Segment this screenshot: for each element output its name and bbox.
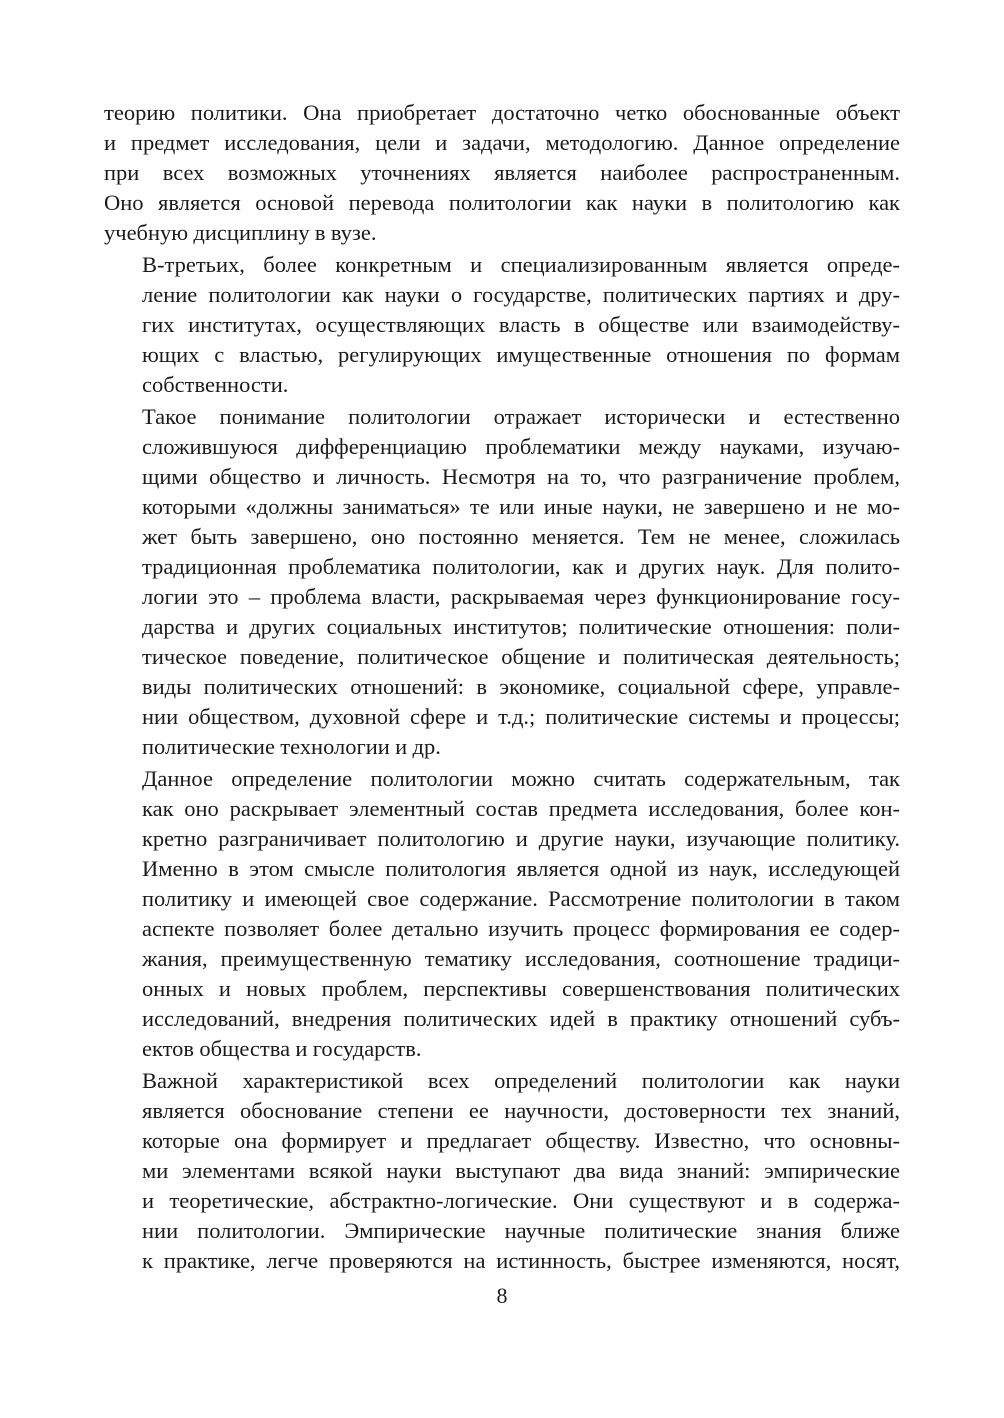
- text-line: логии это – проблема власти, раскрываемая через функционирование госу-: [142, 584, 900, 609]
- text-line: к практике, легче проверяются на истинность, быстрее изменяются, носят,: [142, 1248, 900, 1273]
- text-line: как оно раскрывает элементный состав предмета исследования, более кон-: [142, 796, 900, 821]
- text-line: Важной характеристикой всех определений политологии как науки: [142, 1068, 900, 1093]
- text-line: щими общество и личность. Несмотря на то, что разграничение проблем,: [142, 464, 900, 489]
- text-line: учебную дисциплину в вузе.: [104, 220, 377, 245]
- text-line: исследований, внедрения политических идей в практику отношений субъ-: [142, 1006, 900, 1031]
- text-line: тическое поведение, политическое общение и политическая деятельность;: [142, 644, 900, 669]
- page-number: 8: [496, 1283, 508, 1308]
- text-line: Именно в этом смысле политология является одной из наук, исследующей: [142, 856, 900, 881]
- text-line: Данное определение политологии можно считать содержательным, так: [142, 766, 900, 791]
- text-line: кретно разграничивает политологию и другие науки, изучающие политику.: [142, 826, 900, 851]
- text-line: собственности.: [142, 372, 289, 397]
- text-line: политику и имеющей свое содержание. Рассмотрение политологии в таком: [142, 886, 900, 911]
- page-body: [104, 98, 900, 1276]
- text-line: онных и новых проблем, перспективы совершенствования политических: [142, 976, 900, 1001]
- text-line: аспекте позволяет более детально изучить процесс формирования ее содер-: [142, 916, 900, 941]
- paragraph: [104, 98, 900, 248]
- text-line: Такое понимание политологии отражает исторически и естественно: [142, 404, 900, 429]
- paragraph: [104, 250, 900, 400]
- paragraph: [104, 1066, 900, 1276]
- text-line: дарства и других социальных институтов; политические отношения: поли-: [142, 614, 900, 639]
- text-line: гих институтах, осуществляющих власть в обществе или взаимодейству-: [142, 312, 900, 337]
- text-line: жет быть завершено, оно постоянно меняется. Тем не менее, сложилась: [142, 524, 900, 549]
- text-line: нии политологии. Эмпирические научные политические знания ближе: [142, 1218, 900, 1243]
- text-line: В-третьих, более конкретным и специализированным является опреде-: [142, 252, 900, 277]
- text-line: при всех возможных уточнениях является наиболее распространенным.: [104, 160, 900, 185]
- text-line: виды политических отношений: в экономике, социальной сфере, управле-: [142, 674, 900, 699]
- text-line: и теоретические, абстрактно-логические. Они существуют и в содержа-: [142, 1188, 900, 1213]
- text-line: ление политологии как науки о государстве, политических партиях и дру-: [142, 282, 900, 307]
- text-line: которые она формирует и предлагает обществу. Известно, что основны-: [142, 1128, 900, 1153]
- text-line: которыми «должны заниматься» те или иные науки, не завершено и не мо-: [142, 494, 900, 519]
- text-line: ми элементами всякой науки выступают два вида знаний: эмпирические: [142, 1158, 900, 1183]
- text-line: политические технологии и др.: [142, 734, 441, 759]
- paragraph: [104, 402, 900, 762]
- text-line: и предмет исследования, цели и задачи, методологию. Данное определение: [104, 130, 900, 155]
- text-line: сложившуюся дифференциацию проблематики между науками, изучаю-: [142, 434, 900, 459]
- text-line: жания, преимущественную тематику исследования, соотношение традици-: [142, 946, 900, 971]
- text-line: является обоснование степени ее научности, достоверности тех знаний,: [142, 1098, 900, 1123]
- text-line: Оно является основой перевода политологии как науки в политологию как: [104, 190, 900, 215]
- text-line: нии обществом, духовной сфере и т.д.; политические системы и процессы;: [142, 704, 900, 729]
- text-line: традиционная проблематика политологии, как и других наук. Для полито-: [142, 554, 900, 579]
- text-line: теорию политики. Она приобретает достаточно четко обоснованные объект: [104, 100, 900, 125]
- text-line: ющих с властью, регулирующих имущественные отношения по формам: [142, 342, 900, 367]
- text-line: ектов общества и государств.: [142, 1036, 422, 1061]
- paragraph: [104, 764, 900, 1064]
